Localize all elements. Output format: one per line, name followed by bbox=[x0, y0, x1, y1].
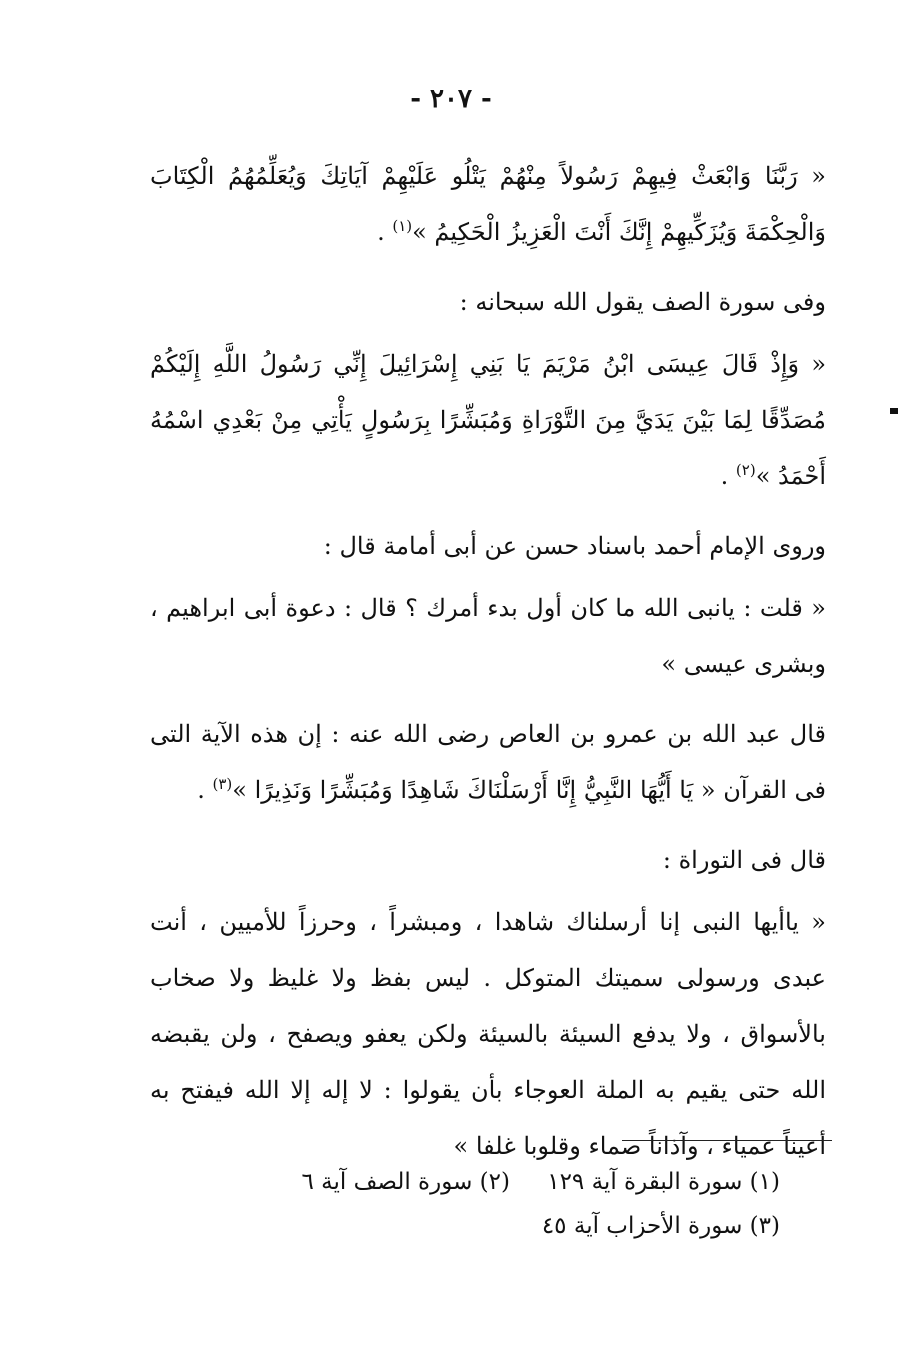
abdullah-ibn-amr-paragraph bbox=[150, 706, 826, 818]
hadith-quote bbox=[150, 580, 826, 692]
intro-saff bbox=[150, 274, 826, 330]
paragraph-text: قال فى التوراة : bbox=[662, 846, 826, 874]
page-number: - ٢٠٧ - bbox=[410, 84, 492, 114]
paragraph-text: وفى سورة الصف يقول الله سبحانه : bbox=[459, 288, 826, 316]
footnote-divider bbox=[622, 1140, 832, 1141]
footnote-reference: (٢) bbox=[735, 461, 756, 479]
paragraph-text: وروى الإمام أحمد باسناد حسن عن أبى أمامة قال : bbox=[323, 532, 826, 560]
main-text bbox=[150, 148, 826, 1188]
footnote-row bbox=[240, 1160, 780, 1204]
margin-mark bbox=[890, 408, 898, 414]
paragraph-text: قال عبد الله بن عمرو بن العاص رضى الله عنه : إن هذه الآية التى فى القرآن « يَا أَيُّهَا النَّبِيُّ إِنَّا أَرْسَلْنَاكَ شَاهِدًا وَمُبَشِّرًا وَنَذِيرًا » bbox=[150, 720, 826, 804]
quran-quote-saff bbox=[150, 336, 826, 504]
footnote-row bbox=[240, 1204, 780, 1248]
paragraph-text: « ياأيها النبى إنا أرسلناك شاهدا ، ومبشراً ، وحرزاً للأميين ، أنت عبدى ورسولى سميتك المتوكل . ليس بفظ ولا غليظ ولا صخاب بالأسواق ، ولا يدفع السيئة بالسيئة ولكن يعفو ويصفح ، ولن يقبضه الله حتى يقيم به الملة العوجاء بأن يقولوا : لا إله إلا الله فيفتح به أعيناً عمياء ، وآذاناً صماء وقلوبا غلفا » bbox=[150, 908, 826, 1160]
footnote-reference: (١) bbox=[392, 217, 413, 235]
torah-quote bbox=[150, 894, 826, 1174]
footnote-3: (٣) سورة الأحزاب آية ٤٥ bbox=[541, 1213, 780, 1239]
footnote-reference: (٣) bbox=[212, 775, 233, 793]
footnote-2: (٢) سورة الصف آية ٦ bbox=[301, 1169, 510, 1195]
footnote-1: (١) سورة البقرة آية ١٢٩ bbox=[547, 1169, 780, 1195]
paragraph-text: « رَبَّنَا وَابْعَثْ فِيهِمْ رَسُولاً مِنْهُمْ يَتْلُو عَلَيْهِمْ آيَاتِكَ وَيُعَلِّمُهُمُ الْكِتَابَ وَالْحِكْمَةَ وَيُزَكِّيهِمْ إِنَّكَ أَنْتَ الْعَزِيزُ الْحَكِيمُ » bbox=[150, 162, 826, 246]
paragraph-tail: . bbox=[197, 776, 213, 804]
quran-quote-baqarah bbox=[150, 148, 826, 260]
intro-hadith bbox=[150, 518, 826, 574]
paragraph-tail: . bbox=[377, 218, 393, 246]
intro-torah bbox=[150, 832, 826, 888]
footnotes bbox=[240, 1160, 780, 1248]
paragraph-tail: . bbox=[720, 462, 736, 490]
paragraph-text: « قلت : يانبى الله ما كان أول بدء أمرك ؟ قال : دعوة أبى ابراهيم ، وبشرى عيسى » bbox=[150, 594, 826, 678]
paragraph-text: « وَإِذْ قَالَ عِيسَى ابْنُ مَرْيَمَ يَا بَنِي إِسْرَائِيلَ إِنِّي رَسُولُ اللَّهِ إِلَيْكُمْ مُصَدِّقًا لِمَا بَيْنَ يَدَيَّ مِنَ التَّوْرَاةِ وَمُبَشِّرًا بِرَسُولٍ يَأْتِي مِنْ بَعْدِي اسْمُهُ أَحْمَدُ » bbox=[150, 350, 826, 490]
